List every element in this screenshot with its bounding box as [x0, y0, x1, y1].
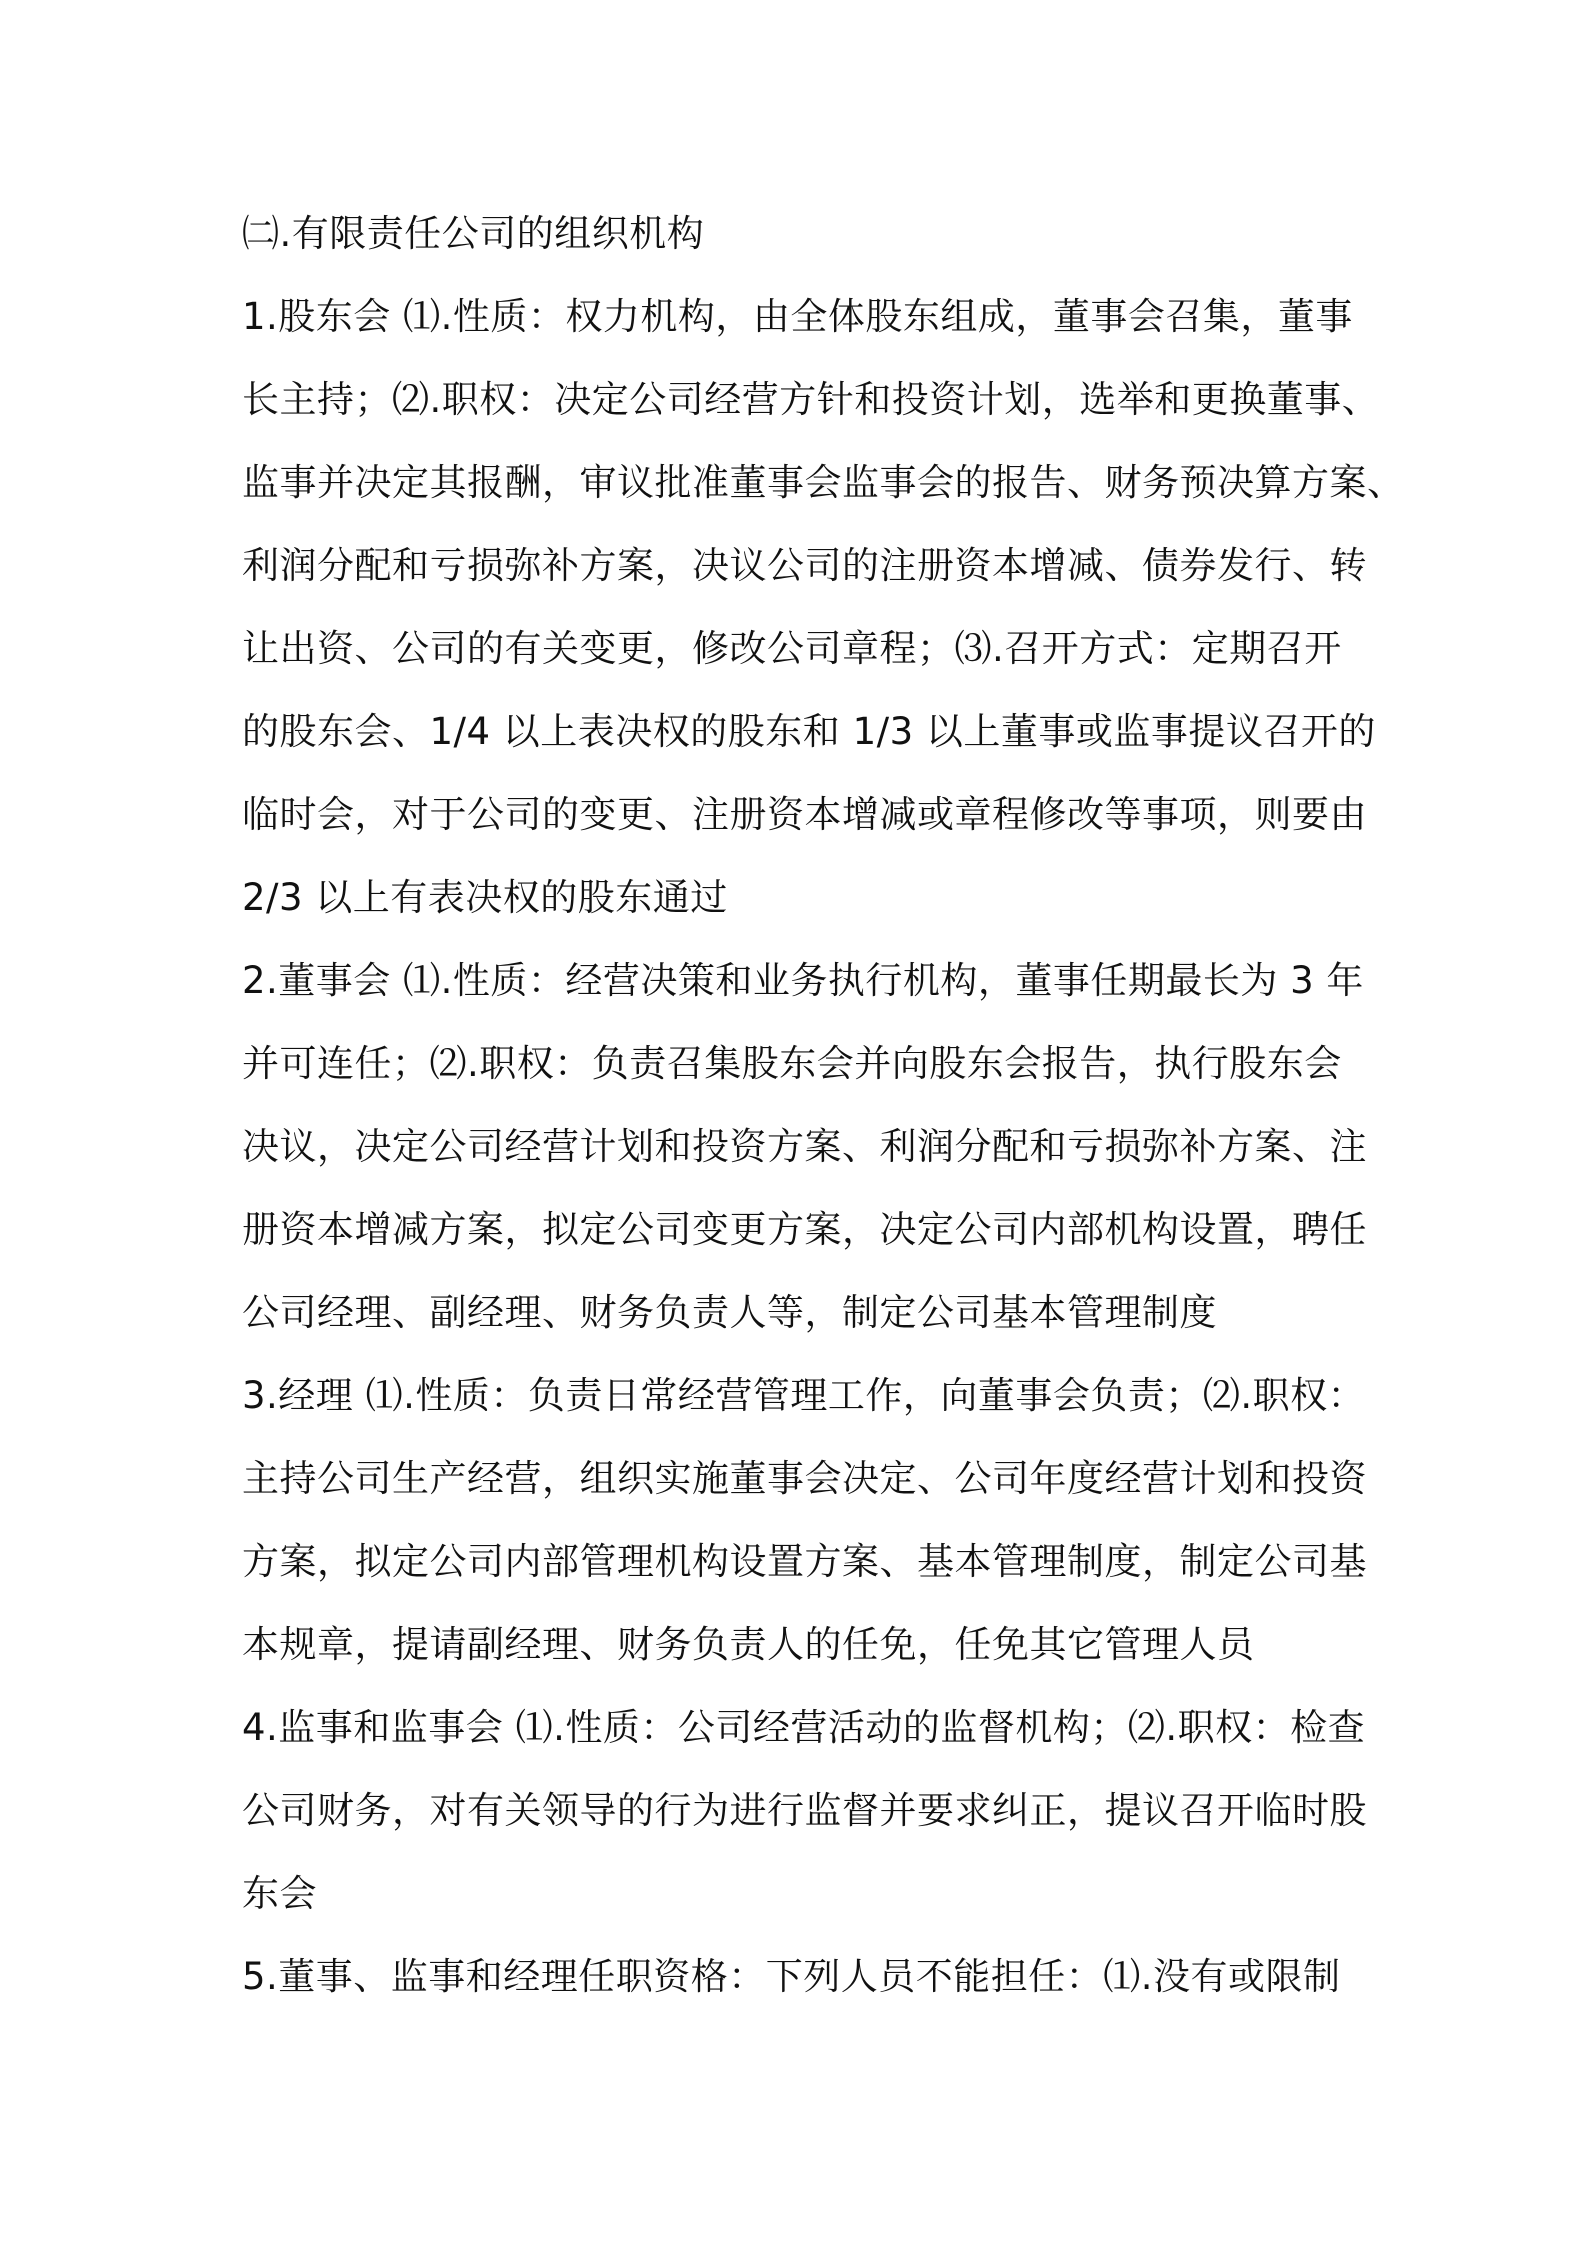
text-line: 让出资、公司的有关变更，修改公司章程；⑶.召开方式：定期召开 — [242, 627, 1342, 670]
text-line: 主持公司生产经营，组织实施董事会决定、公司年度经营计划和投资 — [242, 1457, 1367, 1500]
section-heading: ㈡.有限责任公司的组织机构 — [242, 212, 705, 255]
text-line: 决议，决定公司经营计划和投资方案、利润分配和亏损弥补方案、注 — [242, 1125, 1367, 1168]
text-line: 长主持；⑵.职权：决定公司经营方针和投资计划，选举和更换董事、 — [242, 378, 1380, 421]
text-line: 并可连任；⑵.职权：负责召集股东会并向股东会报告，执行股东会 — [242, 1042, 1342, 1085]
text-line: 公司财务，对有关领导的行为进行监督并要求纠正，提议召开临时股 — [242, 1789, 1367, 1832]
text-line: 3.经理 ⑴.性质：负责日常经营管理工作，向董事会负责；⑵.职权： — [242, 1374, 1366, 1417]
text-line: 册资本增减方案，拟定公司变更方案，决定公司内部机构设置，聘任 — [242, 1208, 1367, 1251]
text-line: 1.股东会 ⑴.性质：权力机构，由全体股东组成，董事会召集，董事 — [242, 295, 1353, 338]
text-line: 方案，拟定公司内部管理机构设置方案、基本管理制度，制定公司基 — [242, 1540, 1367, 1583]
text-line: 4.监事和监事会 ⑴.性质：公司经营活动的监督机构；⑵.职权：检查 — [242, 1706, 1366, 1749]
text-line: 2/3 以上有表决权的股东通过 — [242, 876, 728, 919]
text-line: 5.董事、监事和经理任职资格：下列人员不能担任：⑴.没有或限制 — [242, 1955, 1341, 1998]
text-line: 利润分配和亏损弥补方案，决议公司的注册资本增减、债券发行、转 — [242, 544, 1367, 587]
document-body — [242, 192, 1405, 2018]
text-line: 监事并决定其报酬，审议批准董事会监事会的报告、财务预决算方案、 — [242, 461, 1405, 504]
text-line: 东会 — [242, 1872, 317, 1915]
text-line: 2.董事会 ⑴.性质：经营决策和业务执行机构，董事任期最长为 3 年 — [242, 959, 1364, 1002]
text-line: 临时会，对于公司的变更、注册资本增减或章程修改等事项，则要由 — [242, 793, 1367, 836]
text-line: 本规章，提请副经理、财务负责人的任免，任免其它管理人员 — [242, 1623, 1255, 1666]
text-line: 公司经理、副经理、财务负责人等，制定公司基本管理制度 — [242, 1291, 1217, 1334]
text-line: 的股东会、1/4 以上表决权的股东和 1/3 以上董事或监事提议召开的 — [242, 710, 1376, 753]
